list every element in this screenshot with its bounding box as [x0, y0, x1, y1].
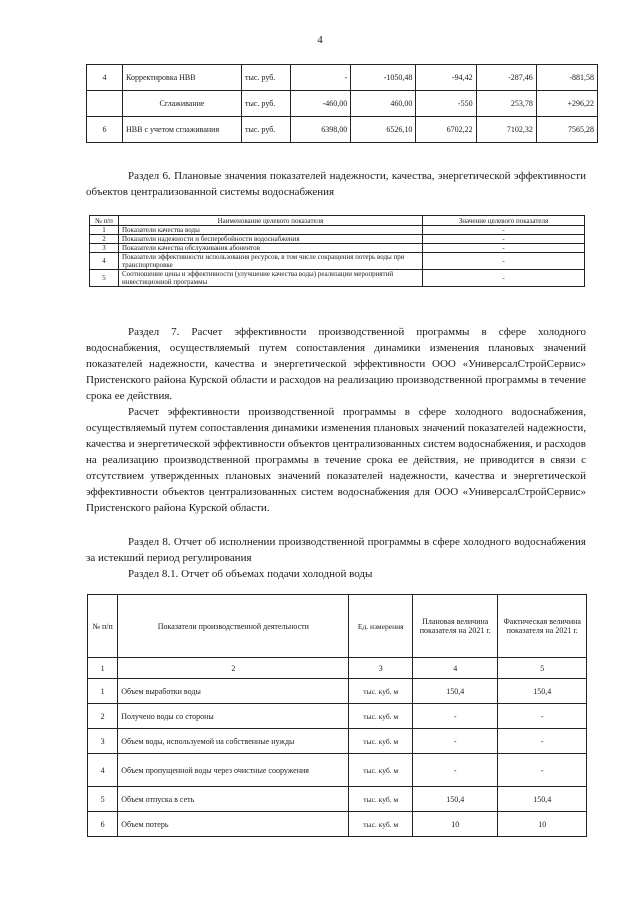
- column-number: 3: [349, 658, 413, 679]
- row-value: -: [423, 226, 585, 235]
- table-row: [87, 117, 598, 143]
- table-row: [88, 754, 587, 787]
- row-unit: тыс. куб. м: [349, 787, 413, 812]
- table-row: [88, 812, 587, 837]
- row-value: 7102,32: [476, 117, 536, 143]
- row-value: -: [423, 244, 585, 253]
- row-number: 2: [90, 235, 119, 244]
- table-row: [87, 91, 598, 117]
- row-value: -: [423, 253, 585, 270]
- row-name: Соотношение цены и эффективности (улучшение качества воды) реализации мероприятий инвестиционной программы: [119, 270, 423, 287]
- table-row: [88, 787, 587, 812]
- column-number: 5: [498, 658, 587, 679]
- row-fact: -: [498, 704, 587, 729]
- water-volume-table: [87, 594, 587, 837]
- row-name: Показатели качества воды: [119, 226, 423, 235]
- row-unit: тыс. куб. м: [349, 754, 413, 787]
- row-number: [87, 91, 123, 117]
- table-row: [90, 253, 585, 270]
- row-plan: 150,4: [413, 679, 498, 704]
- row-value: 7565,28: [536, 117, 597, 143]
- row-plan: 150,4: [413, 787, 498, 812]
- row-value: 253,78: [476, 91, 536, 117]
- row-value: -: [423, 235, 585, 244]
- table-row: [88, 679, 587, 704]
- row-value: -: [423, 270, 585, 287]
- row-name: Объем выработки воды: [118, 679, 349, 704]
- row-value: -881,58: [536, 65, 597, 91]
- header-name: Показатели производственной деятельности: [118, 595, 349, 658]
- row-fact: -: [498, 729, 587, 754]
- row-value: -94,42: [416, 65, 476, 91]
- row-value: -1050,48: [351, 65, 416, 91]
- column-number: 4: [413, 658, 498, 679]
- column-number: 2: [118, 658, 349, 679]
- page-number: 4: [317, 34, 323, 46]
- row-unit: тыс. куб. м: [349, 679, 413, 704]
- row-fact: 10: [498, 812, 587, 837]
- row-unit: тыс. куб. м: [349, 729, 413, 754]
- header-unit: Ед. измерения: [349, 595, 413, 658]
- section-7-paragraph-1: Раздел 7. Расчет эффективности производственной программы в сфере холодного водоснабжения, осуществляемый путем сопоставления динамики изменения плановых значений показателей надежности, качества и энергетической эффективности ООО «УниверсалСтройСервис» Пристенского района Курской области и расходов на реализацию производственной программы в течение срока ее действия.: [86, 326, 586, 402]
- row-name: НВВ с учетом сглаживания: [123, 117, 242, 143]
- column-numbers-row: [88, 658, 587, 679]
- header-name: Наименование целевого показателя: [119, 216, 423, 226]
- table-row: [88, 729, 587, 754]
- row-number: 4: [90, 253, 119, 270]
- section-8-1-title: Раздел 8.1. Отчет об объемах подачи холодной воды: [128, 568, 373, 580]
- row-unit: тыс. куб. м: [349, 812, 413, 837]
- row-fact: 150,4: [498, 679, 587, 704]
- header-plan: Плановая величина показателя на 2021 г.: [413, 595, 498, 658]
- nvv-table: [86, 64, 598, 143]
- row-number: 1: [90, 226, 119, 235]
- row-name: Сглаживание: [123, 91, 242, 117]
- row-number: 6: [87, 117, 123, 143]
- row-value: +296,22: [536, 91, 597, 117]
- header-num: № п/п: [88, 595, 118, 658]
- row-value: 460,00: [351, 91, 416, 117]
- section-7-paragraph-2: Расчет эффективности производственной программы в сфере холодного водоснабжения, осуществляемый путем сопоставления динамики изменения плановых значений показателей надежности, качества и энергетической эффективности объектов централизованных систем водоснабжения, и расходов на реализацию производственной программы в течение срока ее действия, не приводится в связи с отсутствием утвержденных плановых значений показателей надежности, качества и энергетической эффективности объектов централизованных систем водоснабжения для ООО «УниверсалСтройСервис» Пристенского района Курской области.: [86, 406, 586, 514]
- table-row: [88, 704, 587, 729]
- header-fact: Фактическая величина показателя на 2021 г.: [498, 595, 587, 658]
- row-name: Объем воды, используемой на собственные нужды: [118, 729, 349, 754]
- table-row: [90, 235, 585, 244]
- header-value: Значение целевого показателя: [423, 216, 585, 226]
- table-row: [87, 65, 598, 91]
- row-name: Объем пропущенной воды через очистные сооружения: [118, 754, 349, 787]
- row-number: 4: [88, 754, 118, 787]
- row-name: Объем отпуска в сеть: [118, 787, 349, 812]
- header-num: № п/п: [90, 216, 119, 226]
- table-header: [88, 595, 587, 658]
- table-header: [90, 216, 585, 226]
- row-number: 1: [88, 679, 118, 704]
- row-value: 6398,00: [291, 117, 351, 143]
- row-plan: -: [413, 754, 498, 787]
- target-indicators-table: [89, 215, 585, 287]
- table-row: [90, 226, 585, 235]
- row-value: 6526,10: [351, 117, 416, 143]
- row-number: 2: [88, 704, 118, 729]
- row-value: -460,00: [291, 91, 351, 117]
- row-number: 5: [88, 787, 118, 812]
- row-unit: тыс. куб. м: [349, 704, 413, 729]
- table-row: [90, 270, 585, 287]
- row-plan: 10: [413, 812, 498, 837]
- row-number: 3: [90, 244, 119, 253]
- row-plan: -: [413, 729, 498, 754]
- row-value: -550: [416, 91, 476, 117]
- row-value: 6702,22: [416, 117, 476, 143]
- row-number: 6: [88, 812, 118, 837]
- row-unit: тыс. руб.: [242, 91, 291, 117]
- row-fact: 150,4: [498, 787, 587, 812]
- row-unit: тыс. руб.: [242, 65, 291, 91]
- row-plan: -: [413, 704, 498, 729]
- row-name: Показатели эффективности использования ресурсов, в том числе сокращения потерь воды при транспортировке: [119, 253, 423, 270]
- table-row: [90, 244, 585, 253]
- row-value: -287,46: [476, 65, 536, 91]
- row-name: Получено воды со стороны: [118, 704, 349, 729]
- column-number: 1: [88, 658, 118, 679]
- row-unit: тыс. руб.: [242, 117, 291, 143]
- row-number: 4: [87, 65, 123, 91]
- row-value: -: [291, 65, 351, 91]
- row-name: Корректировка НВВ: [123, 65, 242, 91]
- row-number: 5: [90, 270, 119, 287]
- section-8-title: Раздел 8. Отчет об исполнении производственной программы в сфере холодного водоснабжения за истекший период регулирования: [86, 536, 586, 564]
- row-number: 3: [88, 729, 118, 754]
- row-name: Показатели качества обслуживания абонентов: [119, 244, 423, 253]
- row-fact: -: [498, 754, 587, 787]
- row-name: Объем потерь: [118, 812, 349, 837]
- row-name: Показатели надежности и бесперебойности водоснабжения: [119, 235, 423, 244]
- section-6-title: Раздел 6. Плановые значения показателей надежности, качества, энергетической эффективности объектов централизованной системы водоснабжения: [86, 170, 586, 198]
